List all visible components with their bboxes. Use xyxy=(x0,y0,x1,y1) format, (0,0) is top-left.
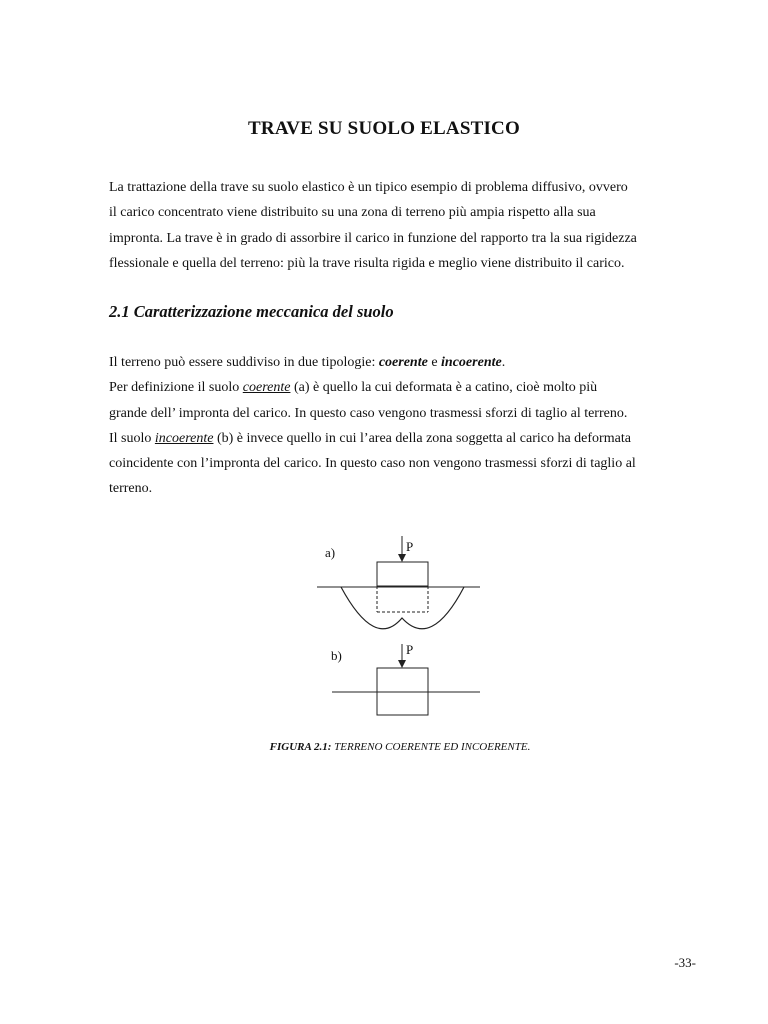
section-paragraph xyxy=(109,350,696,502)
caption-label: FIGURA 2.1: xyxy=(269,741,332,753)
intro-line: il carico concentrato viene distribuito su una zona di terreno più ampia rispetto alla sua xyxy=(109,205,596,221)
intro-line: impronta. La trave è in grado di assorbire il carico in funzione del rapporto tra la sua rigidezza xyxy=(109,230,637,246)
text: . xyxy=(501,355,506,370)
intro-paragraph xyxy=(109,175,696,276)
load-label-b: P xyxy=(406,642,414,657)
text: Il terreno può essere suddiviso in due tipologie: xyxy=(109,355,379,370)
intro-line: La trattazione della trave su suolo elastico è un tipico esempio di problema diffusivo, ovvero xyxy=(109,180,628,195)
caption-text: TERRENO COERENTE ED INCOERENTE. xyxy=(331,741,531,753)
arrow-head-a xyxy=(398,554,406,562)
term-incoerente-underlined: incoerente xyxy=(154,430,214,446)
load-label-a: P xyxy=(406,539,414,554)
page-title: TRAVE SU SUOLO ELASTICO xyxy=(248,118,520,139)
section-heading: 2.1 Caratterizzazione meccanica del suolo xyxy=(109,302,394,321)
term-coerente-underlined: coerente xyxy=(242,380,291,396)
term-coerente: coerente xyxy=(378,355,428,370)
section-line xyxy=(109,350,696,375)
text: Per definizione il suolo xyxy=(109,380,243,396)
bowl-deformation-curve xyxy=(341,587,464,629)
section-line xyxy=(109,426,696,451)
page-number: -33- xyxy=(674,955,696,970)
section-line xyxy=(109,375,696,400)
term-incoerente: incoerente xyxy=(441,355,502,370)
figure-caption xyxy=(0,741,768,753)
section-line: coincidente con l’impronta del carico. In questo caso non vengono trasmessi sforzi di taglio al xyxy=(109,456,636,472)
text: (a) è quello la cui deformata è a catino, cioè molto più xyxy=(290,380,598,396)
text: e xyxy=(427,355,442,370)
figure-label-a: a) xyxy=(325,545,336,560)
figure-soil-diagram xyxy=(312,530,494,728)
text: Il suolo xyxy=(109,430,155,446)
text: (b) è invece quello in cui l’area della zona soggetta al carico ha deformata xyxy=(213,430,631,446)
section-line: grande dell’ impronta del carico. In questo caso vengono trasmessi sforzi di taglio al terreno. xyxy=(109,405,628,421)
intro-line: flessionale e quella del terreno: più la trave risulta rigida e meglio viene distribuito il carico. xyxy=(109,255,625,271)
figure-label-b: b) xyxy=(331,648,342,663)
section-line: terreno. xyxy=(109,481,153,497)
arrow-head-b xyxy=(398,660,406,668)
load-block-a-top xyxy=(377,562,428,586)
soil-diagram xyxy=(312,530,494,728)
